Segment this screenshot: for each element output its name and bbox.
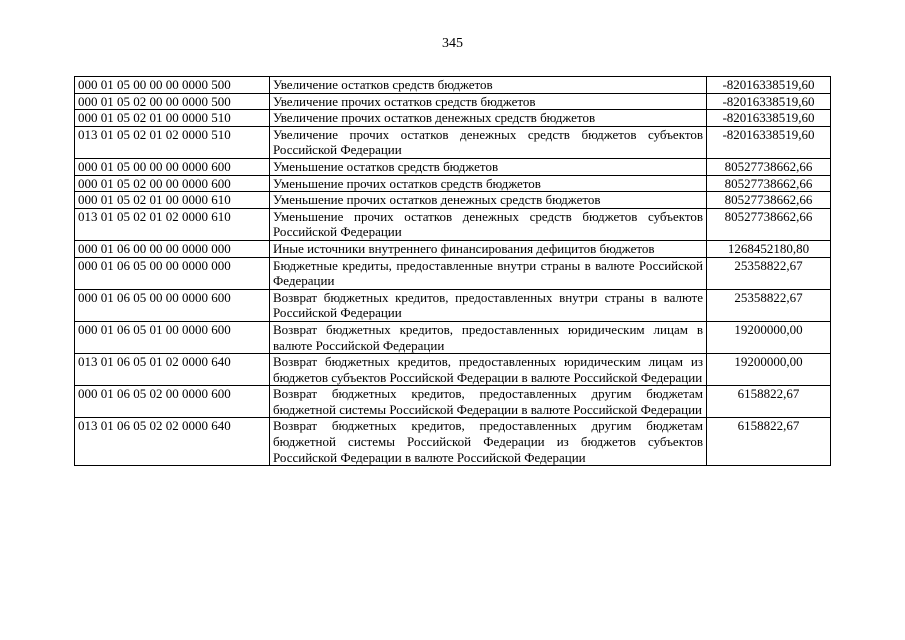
amount-cell: 19200000,00 [707,321,831,353]
description-cell: Возврат бюджетных кредитов, предоставленных юридическим лицам в валюте Российской Федерации [270,321,707,353]
budget-code-cell: 013 01 06 05 01 02 0000 640 [75,354,270,386]
table-row [75,208,831,240]
budget-code-cell: 000 01 05 02 00 00 0000 500 [75,93,270,110]
amount-cell: 80527738662,66 [707,158,831,175]
amount-cell: 80527738662,66 [707,175,831,192]
amount-cell: -82016338519,60 [707,93,831,110]
description-cell: Возврат бюджетных кредитов, предоставленных другим бюджетам бюджетной системы Российской Федерации из бюджетов субъектов Российской Федерации в валюте Российской Федерации [270,418,707,466]
amount-cell: -82016338519,60 [707,126,831,158]
description-cell: Уменьшение остатков средств бюджетов [270,158,707,175]
budget-code-cell: 000 01 06 05 01 00 0000 600 [75,321,270,353]
budget-code-cell: 000 01 05 00 00 00 0000 600 [75,158,270,175]
amount-cell: 80527738662,66 [707,192,831,209]
amount-cell: 25358822,67 [707,257,831,289]
amount-cell: -82016338519,60 [707,77,831,94]
budget-code-cell: 000 01 05 00 00 00 0000 500 [75,77,270,94]
table-row [75,126,831,158]
table-row [75,257,831,289]
amount-cell: 25358822,67 [707,289,831,321]
description-cell: Возврат бюджетных кредитов, предоставленных другим бюджетам бюджетной системы Российской Федерации в валюте Российской Федерации [270,386,707,418]
table-row [75,289,831,321]
budget-code-cell: 000 01 05 02 01 00 0000 610 [75,192,270,209]
amount-cell: 19200000,00 [707,354,831,386]
budget-code-cell: 013 01 06 05 02 02 0000 640 [75,418,270,466]
description-cell: Увеличение прочих остатков денежных средств бюджетов [270,110,707,127]
table-row [75,110,831,127]
amount-cell: 80527738662,66 [707,208,831,240]
description-cell: Возврат бюджетных кредитов, предоставленных юридическим лицам из бюджетов субъектов Российской Федерации в валюте Российской Федерации [270,354,707,386]
table-row [75,240,831,257]
table-row [75,175,831,192]
description-cell: Иные источники внутреннего финансирования дефицитов бюджетов [270,240,707,257]
budget-code-cell: 000 01 06 00 00 00 0000 000 [75,240,270,257]
description-cell: Увеличение остатков средств бюджетов [270,77,707,94]
amount-cell: 1268452180,80 [707,240,831,257]
table-row [75,321,831,353]
budget-code-cell: 000 01 05 02 00 00 0000 600 [75,175,270,192]
description-cell: Бюджетные кредиты, предоставленные внутри страны в валюте Российской Федерации [270,257,707,289]
budget-code-cell: 000 01 06 05 02 00 0000 600 [75,386,270,418]
table-body [75,77,831,466]
table-row [75,354,831,386]
description-cell: Увеличение прочих остатков денежных средств бюджетов субъектов Российской Федерации [270,126,707,158]
budget-code-cell: 013 01 05 02 01 02 0000 610 [75,208,270,240]
budget-code-cell: 013 01 05 02 01 02 0000 510 [75,126,270,158]
table-row [75,418,831,466]
budget-code-cell: 000 01 05 02 01 00 0000 510 [75,110,270,127]
description-cell: Уменьшение прочих остатков средств бюджетов [270,175,707,192]
amount-cell: -82016338519,60 [707,110,831,127]
page-number: 345 [442,36,463,51]
table-row [75,93,831,110]
description-cell: Увеличение прочих остатков средств бюджетов [270,93,707,110]
table-row [75,77,831,94]
amount-cell: 6158822,67 [707,386,831,418]
budget-sources-table [74,76,831,466]
description-cell: Уменьшение прочих остатков денежных средств бюджетов субъектов Российской Федерации [270,208,707,240]
table-row [75,386,831,418]
description-cell: Возврат бюджетных кредитов, предоставленных внутри страны в валюте Российской Федерации [270,289,707,321]
table-row [75,192,831,209]
description-cell: Уменьшение прочих остатков денежных средств бюджетов [270,192,707,209]
amount-cell: 6158822,67 [707,418,831,466]
budget-code-cell: 000 01 06 05 00 00 0000 000 [75,257,270,289]
table-row [75,158,831,175]
budget-code-cell: 000 01 06 05 00 00 0000 600 [75,289,270,321]
